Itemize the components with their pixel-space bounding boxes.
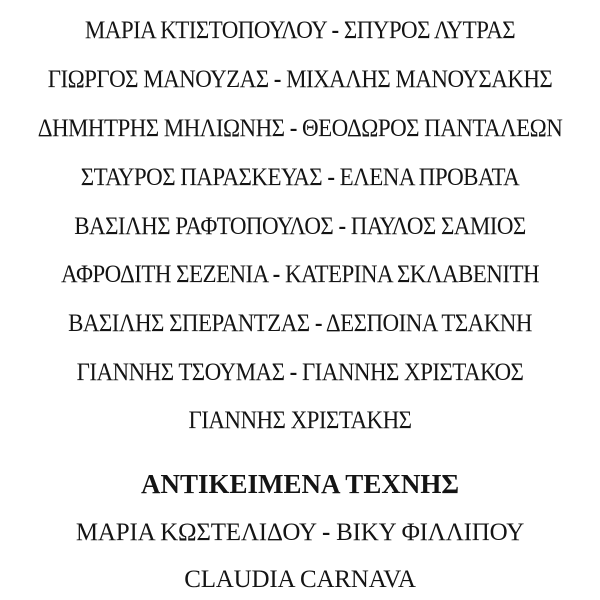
artist-line-2: [24, 67, 576, 92]
name-separator: -: [338, 213, 346, 240]
artist-name: ΔΕΣΠΟΙΝΑ ΤΣΑΚΝΗ: [325, 310, 532, 337]
artist-line-8: [24, 360, 576, 385]
section-heading: ΑΝΤΙΚΕΙΜΕΝΑ ΤΕΧΝΗΣ: [141, 469, 459, 499]
artist-name: ΕΛΕΝΑ ΠΡΟΒΑΤΑ: [339, 164, 520, 191]
artist-name: ΣΤΑΥΡΟΣ ΠΑΡΑΣΚΕΥΑΣ: [80, 164, 323, 191]
artist-line-5: [24, 214, 576, 239]
name-separator: -: [289, 115, 297, 142]
artist-name: ΜΑΡΙΑ ΚΤΙΣΤΟΠΟΥΛΟΥ: [84, 17, 327, 44]
artist-name: ΒΙΚΥ ΦΙΛΛΙΠΟΥ: [336, 519, 525, 546]
name-separator: -: [273, 66, 281, 93]
artist-name: ΘΕΟΔΩΡΟΣ ΠΑΝΤΑΛΕΩΝ: [302, 115, 563, 142]
name-separator: -: [272, 261, 280, 288]
artist-name: ΒΑΣΙΛΗΣ ΡΑΦΤΟΠΟΥΛΟΣ: [74, 213, 334, 240]
artist-line-6: [24, 262, 576, 287]
artist-name: ΓΙΑΝΝΗΣ ΤΣΟΥΜΑΣ: [76, 359, 285, 386]
artist-name: CLAUDIA CARNAVA: [184, 566, 416, 593]
artist-name: ΣΠΥΡΟΣ ΛΥΤΡΑΣ: [343, 17, 516, 44]
name-separator: -: [314, 310, 322, 337]
artist-line-1: [24, 18, 576, 43]
artist-name: ΜΙΧΑΛΗΣ ΜΑΝΟΥΣΑΚΗΣ: [286, 66, 553, 93]
name-separator: -: [321, 519, 331, 546]
artist-name: ΓΙΑΝΝΗΣ ΧΡΙΣΤΑΚΟΣ: [301, 359, 524, 386]
artist-name: ΓΙΩΡΓΟΣ ΜΑΝΟΥΖΑΣ: [47, 66, 269, 93]
artist-line-3: [24, 116, 576, 141]
artist-name: ΠΑΥΛΟΣ ΣΑΜΙΟΣ: [350, 213, 526, 240]
artist-name: ΓΙΑΝΝΗΣ ΧΡΙΣΤΑΚΗΣ: [188, 407, 412, 434]
artist-name: ΜΑΡΙΑ ΚΩΣΤΕΛΙΔΟΥ: [75, 519, 316, 546]
artist-name: ΑΦΡΟΔΙΤΗ ΣΕΖΕΝΙΑ: [60, 261, 268, 288]
name-separator: -: [331, 17, 339, 44]
name-separator: -: [327, 164, 335, 191]
artist-name: ΒΑΣΙΛΗΣ ΣΠΕΡΑΝΤΖΑΣ: [68, 310, 310, 337]
artist-line-7: [24, 311, 576, 336]
objects-artist-line: [0, 520, 600, 545]
objects-artist-line-2: [0, 567, 600, 592]
name-separator: -: [289, 359, 297, 386]
artist-name: ΚΑΤΕΡΙΝΑ ΣΚΛΑΒΕΝΙΤΗ: [284, 261, 540, 288]
artist-line-9: [24, 408, 576, 433]
artist-name: ΔΗΜΗΤΡΗΣ ΜΗΛΙΩΝΗΣ: [37, 115, 285, 142]
artist-line-4: [24, 165, 576, 190]
